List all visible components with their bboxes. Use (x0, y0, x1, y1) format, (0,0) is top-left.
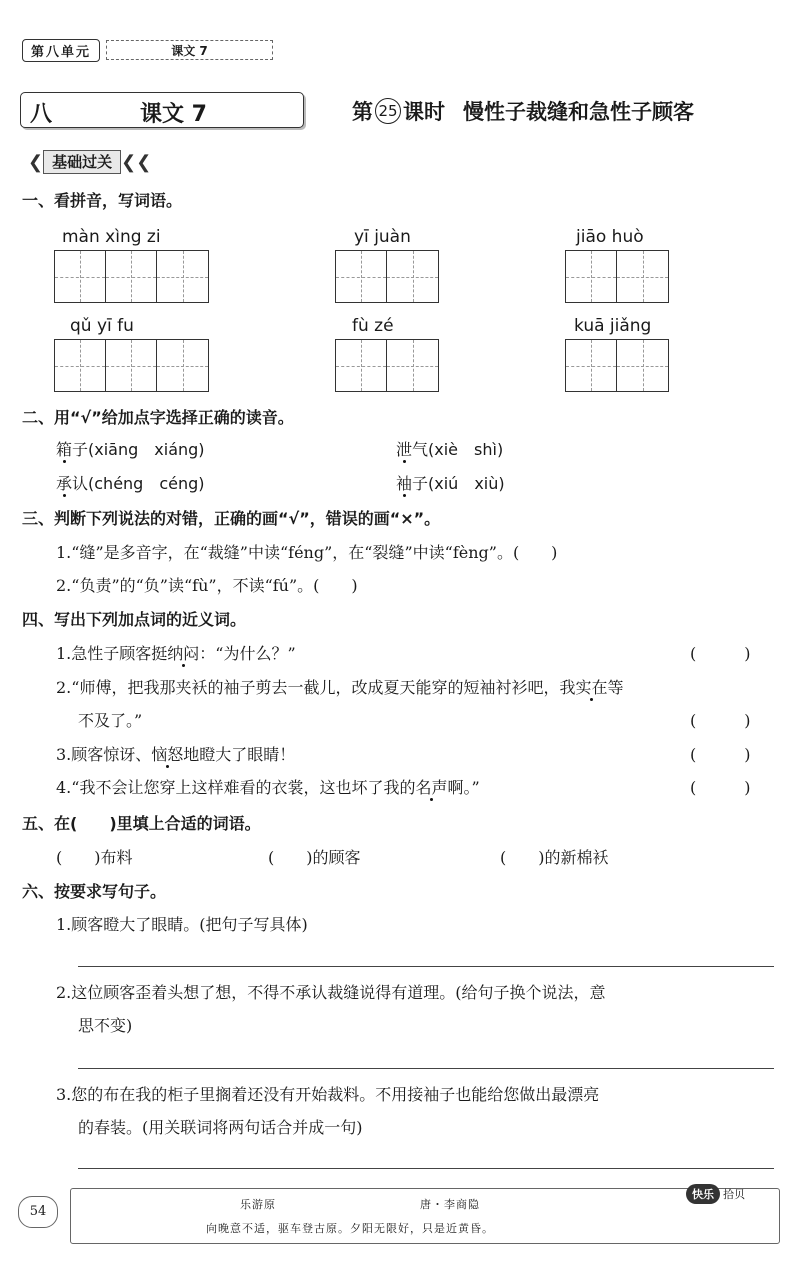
q3-title: 三、判断下列说法的对错，正确的画“√”，错误的画“×”。 (22, 509, 441, 528)
pinyin-1: màn xìng zi (62, 227, 161, 247)
q5-item-1[interactable]: ( )布料 (56, 848, 133, 867)
pinyin-3: jiāo huò (576, 227, 644, 247)
q2-item-3[interactable]: 承认(chéng céng) (56, 474, 205, 493)
section-tag (28, 150, 151, 174)
pinyin-4: qǔ yī fu (70, 316, 134, 336)
pinyin-2: yī juàn (354, 227, 411, 247)
q4-title: 四、写出下列加点词的近义词。 (22, 610, 247, 629)
period-prefix: 第 (352, 100, 373, 124)
answer-paren-2[interactable]: ( ) (690, 711, 751, 730)
writing-grid-6[interactable] (565, 339, 669, 392)
writing-grid-3[interactable] (565, 250, 669, 303)
q6-item-2a: 2.这位顾客歪着头想了想，不得不承认裁缝说得有道理。(给句子换个说法，意 (56, 983, 606, 1002)
q5-item-2[interactable]: ( )的顾客 (268, 848, 361, 867)
q1-title: 一、看拼音，写词语。 (22, 191, 183, 210)
q6-item-3a: 3.您的布在我的柜子里搁着还没有开始裁料。不用接袖子也能给您做出最漂亮 (56, 1085, 600, 1104)
header-period (352, 96, 694, 126)
answer-paren-1[interactable]: ( ) (690, 644, 751, 663)
answer-paren-4[interactable]: ( ) (690, 778, 751, 797)
q6-item-3b: 的春装。(用关联词将两句话合并成一句) (78, 1118, 363, 1137)
q5-title: 五、在( )里填上合适的词语。 (22, 814, 261, 833)
q4-item-3: 3.顾客惊讶、恼怒地瞪大了眼睛！ (56, 745, 296, 764)
q3-item-2[interactable]: 2.“负责”的“负”读“fù”，不读“fú”。( ) (56, 576, 358, 595)
writing-grid-5[interactable] (335, 339, 439, 392)
q4-item-1: 1.急性子顾客挺纳闷：“为什么？” (56, 644, 296, 663)
dotted-char: 承 (56, 474, 73, 493)
unit-tag: 第八单元 (22, 39, 100, 62)
period-number: 25 (375, 98, 401, 124)
q6-title: 六、按要求写句子。 (22, 882, 167, 901)
poem-title: 乐游原 (240, 1198, 276, 1211)
q6-item-1: 1.顾客瞪大了眼睛。(把句子写具体) (56, 915, 308, 934)
writing-grid-2[interactable] (335, 250, 439, 303)
lesson-name: 慢性子裁缝和急性子顾客 (463, 100, 694, 124)
q6-item-2b: 思不变) (78, 1016, 133, 1035)
lesson-tag: 课文 7 (106, 40, 273, 60)
page-number: 54 (18, 1196, 58, 1228)
q2-item-2[interactable]: 泄气(xiè shì) (396, 440, 504, 459)
writing-grid-4[interactable] (54, 339, 209, 392)
q2-item-4[interactable]: 袖子(xiú xiù) (396, 474, 505, 493)
header-unit: 八 (30, 102, 53, 127)
poem-text: 向晚意不适，驱车登古原。夕阳无限好，只是近黄昏。 (206, 1222, 494, 1235)
answer-line-1[interactable] (78, 966, 774, 967)
top-bar (22, 38, 273, 62)
header-lesson-title: 课文 7 (140, 102, 207, 127)
q2-title: 二、用“√”给加点字选择正确的读音。 (22, 408, 294, 427)
writing-grid-1[interactable] (54, 250, 209, 303)
dotted-char: 泄 (396, 440, 413, 459)
period-suffix: 课时 (403, 100, 445, 124)
badge-text: 拾贝 (723, 1188, 745, 1201)
answer-line-2[interactable] (78, 1068, 774, 1069)
answer-line-3[interactable] (78, 1168, 774, 1169)
badge-label: 快乐 (686, 1184, 720, 1204)
chevron-left-icon: ❮ (28, 151, 44, 173)
q4-item-4: 4.“我不会让您穿上这样难看的衣裳，这也坏了我的名声啊。” (56, 778, 480, 797)
q2-item-1[interactable]: 箱子(xiāng xiáng) (56, 440, 205, 459)
q4-item-2b: 不及了。” (78, 711, 143, 730)
chevron-left-icon: ❮❮ (121, 151, 152, 173)
dotted-char: 袖 (396, 474, 413, 493)
pinyin-6: kuā jiǎng (574, 316, 652, 336)
q5-item-3[interactable]: ( )的新棉袄 (500, 848, 609, 867)
section-label: 基础过关 (43, 150, 121, 174)
answer-paren-3[interactable]: ( ) (690, 745, 751, 764)
q4-item-2a: 2.“师傅，把我那夹袄的袖子剪去一截儿，改成夏天能穿的短袖衬衫吧，我实在等 (56, 678, 624, 697)
q3-item-1[interactable]: 1.“缝”是多音字，在“裁缝”中读“féng”，在“裂缝”中读“fèng”。( ) (56, 543, 558, 562)
pinyin-5: fù zé (352, 316, 394, 336)
poem-author: 唐・李商隐 (420, 1198, 480, 1211)
happy-badge (686, 1184, 745, 1204)
dotted-char: 箱 (56, 440, 73, 459)
